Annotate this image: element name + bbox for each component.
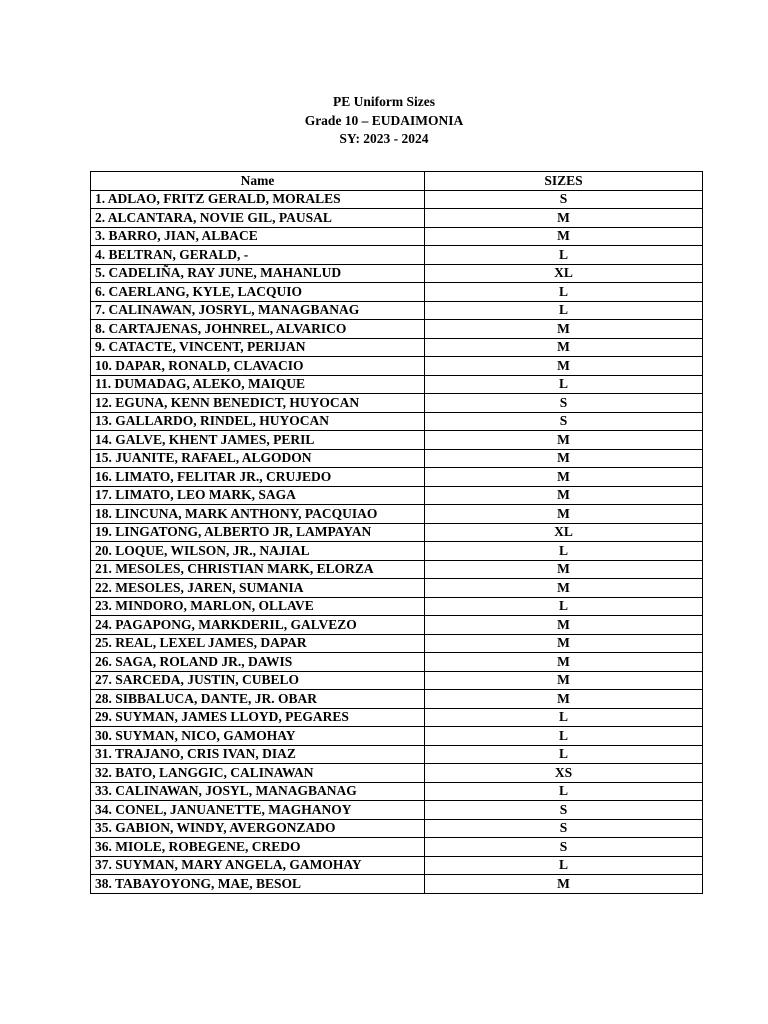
table-row: [91, 486, 703, 505]
table-row: [91, 838, 703, 857]
uniform-size-cell: XL: [425, 264, 703, 283]
table-row: [91, 801, 703, 820]
uniform-size-cell: L: [425, 246, 703, 265]
uniform-size-cell: M: [425, 579, 703, 598]
student-name-cell: 22. MESOLES, JAREN, SUMANIA: [91, 579, 425, 598]
student-name-cell: 35. GABION, WINDY, AVERGONZADO: [91, 819, 425, 838]
student-name-cell: 33. CALINAWAN, JOSYL, MANAGBANAG: [91, 782, 425, 801]
uniform-size-cell: L: [425, 597, 703, 616]
student-name-cell: 10. DAPAR, RONALD, CLAVACIO: [91, 357, 425, 376]
uniform-size-cell: M: [425, 209, 703, 228]
uniform-size-cell: L: [425, 745, 703, 764]
table-row: [91, 505, 703, 524]
table-row: [91, 431, 703, 450]
student-name-cell: 36. MIOLE, ROBEGENE, CREDO: [91, 838, 425, 857]
table-row: [91, 338, 703, 357]
uniform-size-cell: M: [425, 653, 703, 672]
uniform-size-cell: M: [425, 671, 703, 690]
table-row: [91, 727, 703, 746]
column-header-name: Name: [91, 172, 425, 191]
uniform-size-cell: L: [425, 708, 703, 727]
uniform-size-cell: S: [425, 394, 703, 413]
student-name-cell: 27. SARCEDA, JUSTIN, CUBELO: [91, 671, 425, 690]
table-row: [91, 745, 703, 764]
student-name-cell: 30. SUYMAN, NICO, GAMOHAY: [91, 727, 425, 746]
uniform-size-cell: M: [425, 560, 703, 579]
table-row: [91, 764, 703, 783]
uniform-size-cell: M: [425, 227, 703, 246]
student-name-cell: 37. SUYMAN, MARY ANGELA, GAMOHAY: [91, 856, 425, 875]
student-name-cell: 25. REAL, LEXEL JAMES, DAPAR: [91, 634, 425, 653]
student-name-cell: 4. BELTRAN, GERALD, -: [91, 246, 425, 265]
student-name-cell: 1. ADLAO, FRITZ GERALD, MORALES: [91, 190, 425, 209]
uniform-size-cell: L: [425, 375, 703, 394]
student-name-cell: 29. SUYMAN, JAMES LLOYD, PEGARES: [91, 708, 425, 727]
table-row: [91, 523, 703, 542]
student-name-cell: 15. JUANITE, RAFAEL, ALGODON: [91, 449, 425, 468]
uniform-size-table: [90, 171, 703, 894]
student-name-cell: 2. ALCANTARA, NOVIE GIL, PAUSAL: [91, 209, 425, 228]
uniform-size-cell: S: [425, 838, 703, 857]
table-row: [91, 246, 703, 265]
uniform-size-cell: L: [425, 727, 703, 746]
uniform-size-cell: S: [425, 819, 703, 838]
uniform-size-cell: L: [425, 782, 703, 801]
student-name-cell: 32. BATO, LANGGIC, CALINAWAN: [91, 764, 425, 783]
student-name-cell: 28. SIBBALUCA, DANTE, JR. OBAR: [91, 690, 425, 709]
table-row: [91, 690, 703, 709]
table-row: [91, 597, 703, 616]
document-title: PE Uniform Sizes: [333, 94, 435, 109]
student-name-cell: 7. CALINAWAN, JOSRYL, MANAGBANAG: [91, 301, 425, 320]
uniform-size-cell: S: [425, 801, 703, 820]
table-row: [91, 449, 703, 468]
table-row: [91, 375, 703, 394]
student-name-cell: 17. LIMATO, LEO MARK, SAGA: [91, 486, 425, 505]
uniform-size-cell: M: [425, 616, 703, 635]
student-name-cell: 11. DUMADAG, ALEKO, MAIQUE: [91, 375, 425, 394]
table-row: [91, 357, 703, 376]
student-name-cell: 16. LIMATO, FELITAR JR., CRUJEDO: [91, 468, 425, 487]
uniform-size-cell: M: [425, 875, 703, 894]
table-body: [91, 190, 703, 893]
student-name-cell: 20. LOQUE, WILSON, JR., NAJIAL: [91, 542, 425, 561]
uniform-size-cell: L: [425, 542, 703, 561]
uniform-size-cell: M: [425, 634, 703, 653]
table-row: [91, 264, 703, 283]
student-name-cell: 9. CATACTE, VINCENT, PERIJAN: [91, 338, 425, 357]
uniform-size-cell: S: [425, 190, 703, 209]
table-row: [91, 875, 703, 894]
student-name-cell: 13. GALLARDO, RINDEL, HUYOCAN: [91, 412, 425, 431]
table-row: [91, 468, 703, 487]
uniform-size-cell: M: [425, 431, 703, 450]
table-row: [91, 542, 703, 561]
student-name-cell: 6. CAERLANG, KYLE, LACQUIO: [91, 283, 425, 302]
student-name-cell: 34. CONEL, JANUANETTE, MAGHANOY: [91, 801, 425, 820]
uniform-size-cell: L: [425, 301, 703, 320]
uniform-size-cell: M: [425, 338, 703, 357]
student-name-cell: 8. CARTAJENAS, JOHNREL, ALVARICO: [91, 320, 425, 339]
school-year: SY: 2023 - 2024: [339, 131, 429, 146]
table-row: [91, 653, 703, 672]
table-row: [91, 634, 703, 653]
uniform-size-cell: M: [425, 320, 703, 339]
uniform-size-cell: M: [425, 357, 703, 376]
table-row: [91, 301, 703, 320]
table-row: [91, 412, 703, 431]
table-row: [91, 856, 703, 875]
table-row: [91, 394, 703, 413]
uniform-size-cell: M: [425, 486, 703, 505]
student-name-cell: 38. TABAYOYONG, MAE, BESOL: [91, 875, 425, 894]
uniform-size-cell: S: [425, 412, 703, 431]
table-row: [91, 283, 703, 302]
column-header-sizes: SIZES: [425, 172, 703, 191]
table-row: [91, 560, 703, 579]
table-row: [91, 671, 703, 690]
uniform-size-cell: XL: [425, 523, 703, 542]
table-row: [91, 209, 703, 228]
uniform-size-cell: XS: [425, 764, 703, 783]
student-name-cell: 23. MINDORO, MARLON, OLLAVE: [91, 597, 425, 616]
table-row: [91, 579, 703, 598]
table-row: [91, 616, 703, 635]
uniform-size-cell: M: [425, 505, 703, 524]
student-name-cell: 24. PAGAPONG, MARKDERIL, GALVEZO: [91, 616, 425, 635]
student-name-cell: 5. CADELIÑA, RAY JUNE, MAHANLUD: [91, 264, 425, 283]
uniform-size-cell: M: [425, 690, 703, 709]
uniform-size-cell: M: [425, 449, 703, 468]
student-name-cell: 19. LINGATONG, ALBERTO JR, LAMPAYAN: [91, 523, 425, 542]
grade-section: Grade 10 – EUDAIMONIA: [304, 112, 464, 128]
uniform-size-cell: L: [425, 856, 703, 875]
table-row: [91, 708, 703, 727]
table-row: [91, 320, 703, 339]
uniform-size-cell: M: [425, 468, 703, 487]
student-name-cell: 14. GALVE, KHENT JAMES, PERIL: [91, 431, 425, 450]
student-name-cell: 18. LINCUNA, MARK ANTHONY, PACQUIAO: [91, 505, 425, 524]
table-row: [91, 227, 703, 246]
uniform-size-cell: L: [425, 283, 703, 302]
student-name-cell: 3. BARRO, JIAN, ALBACE: [91, 227, 425, 246]
student-name-cell: 31. TRAJANO, CRIS IVAN, DIAZ: [91, 745, 425, 764]
document-header: [0, 93, 768, 149]
table-row: [91, 190, 703, 209]
table-header-row: [91, 172, 703, 191]
table-row: [91, 782, 703, 801]
student-name-cell: 12. EGUNA, KENN BENEDICT, HUYOCAN: [91, 394, 425, 413]
table-row: [91, 819, 703, 838]
student-name-cell: 26. SAGA, ROLAND JR., DAWIS: [91, 653, 425, 672]
student-name-cell: 21. MESOLES, CHRISTIAN MARK, ELORZA: [91, 560, 425, 579]
